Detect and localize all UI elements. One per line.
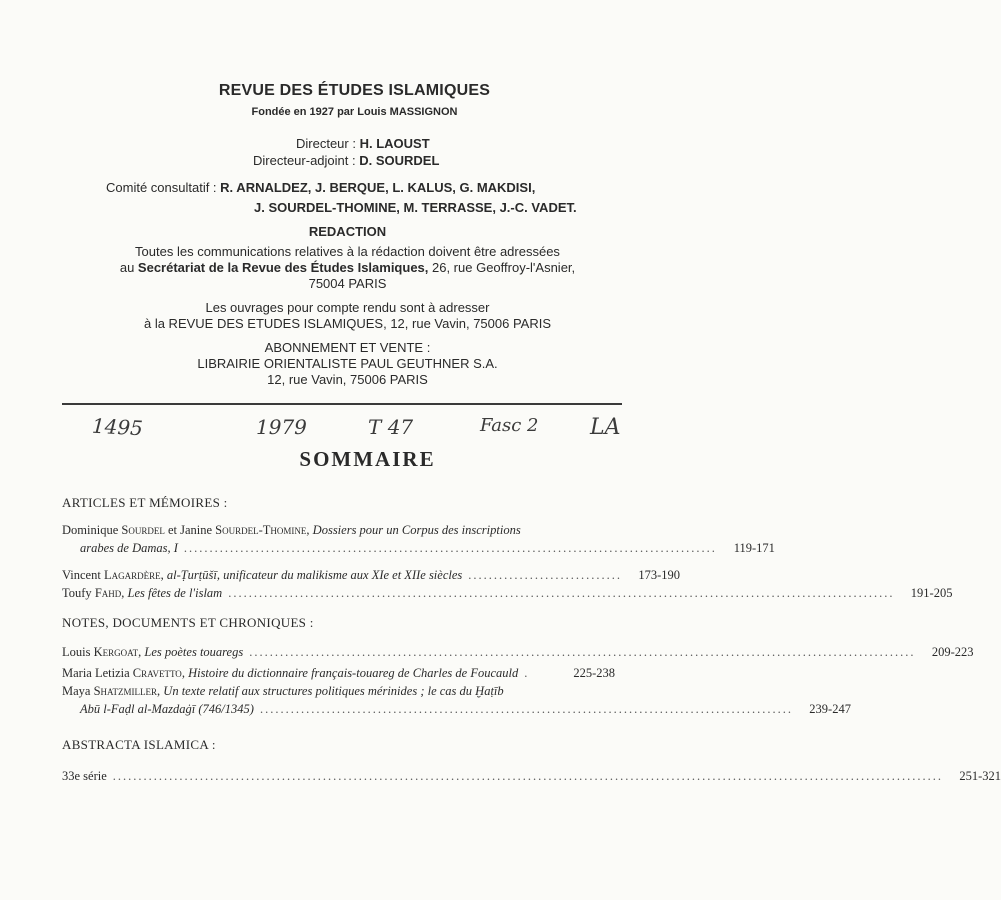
director-role: Directeur :	[296, 136, 356, 151]
author-surname: Lagardère	[103, 568, 161, 582]
page-range: 119-171	[733, 541, 775, 555]
committee-label: Comité consultatif :	[106, 180, 217, 195]
author-joiner: et Janine	[164, 523, 216, 537]
redaction-address: 26, rue Geoffroy-l'Asnier,	[428, 260, 576, 275]
toc-entry	[62, 584, 953, 602]
reviews-block	[0, 300, 695, 332]
dot-leader: ..................................................................................................................................	[249, 645, 916, 659]
author-first-name: Louis	[62, 645, 94, 659]
article-title-cont: arabes de Damas, I	[80, 541, 178, 555]
toc-entry	[62, 566, 681, 584]
subscription-address: 12, rue Vavin, 75006 PARIS	[267, 372, 428, 387]
redaction-line3: 75004 PARIS	[308, 276, 387, 291]
article-title: Les poètes touaregs	[144, 645, 244, 659]
handwritten-note-year: 1979	[256, 415, 307, 439]
toc-entry	[62, 643, 974, 661]
toc-entry-line	[62, 584, 953, 602]
subscription-heading: ABONNEMENT ET VENTE :	[264, 340, 431, 355]
toc-entry-line	[62, 767, 1001, 785]
dot-leader: ..................................................................................................................................................................	[112, 769, 944, 783]
dot-leader: ........................................................................................................	[259, 702, 793, 716]
author-name: Louis Kergoat, Les poètes touaregs	[62, 645, 244, 659]
article-title: Les fêtes de l'islam	[127, 586, 223, 600]
journal-title: REVUE DES ÉTUDES ISLAMIQUES	[218, 82, 491, 99]
toc-entry-line	[62, 664, 615, 682]
dot-leader: ..................................................................................................................................	[228, 586, 895, 600]
dot-leader: ..............................	[468, 568, 623, 582]
deputy-director-row	[253, 153, 439, 168]
author-name: Maria Letizia Cravetto, Histoire du dictionnaire français-touareg de Charles de Foucauld	[62, 666, 519, 680]
director-row	[296, 136, 430, 151]
toc-entry	[62, 664, 615, 682]
handwritten-note-fascicle: Fasc 2	[480, 415, 539, 436]
author-first-name: Maria Letizia	[62, 666, 133, 680]
section-articles-title: ARTICLES ET MÉMOIRES :	[62, 495, 228, 510]
author-surname: Sourdel	[121, 523, 165, 537]
subscription-publisher: LIBRAIRIE ORIENTALISTE PAUL GEUTHNER S.A.	[197, 356, 498, 371]
toc-entry-line2	[62, 539, 775, 557]
page-range: 191-205	[910, 586, 953, 600]
section-notes-title: NOTES, DOCUMENTS ET CHRONIQUES :	[62, 615, 314, 630]
handwritten-note-tome: T 47	[368, 415, 414, 439]
dot-leader: ........................................................................................................	[183, 541, 717, 555]
toc-entry-line1: Maya Shatzmiller, Un texte relatif aux structures politiques mérinides ; le cas du Ḫaṭīb	[62, 684, 504, 698]
article-title: Un texte relatif aux structures politiques mérinides ; le cas du Ḫaṭīb	[163, 684, 504, 698]
reviews-line2: à la REVUE DES ETUDES ISLAMIQUES, 12, rue Vavin, 75006 PARIS	[143, 316, 552, 331]
toc-entry	[62, 767, 1001, 785]
sommaire-heading: SOMMAIRE	[299, 447, 436, 471]
reviews-line1: Les ouvrages pour compte rendu sont à adresser	[205, 300, 490, 315]
author-first-name: Vincent	[62, 568, 104, 582]
author-first-name: Maya	[62, 684, 94, 698]
series-label: 33e série	[62, 769, 107, 783]
advisory-committee	[106, 178, 577, 218]
author-surname: Kergoat	[93, 645, 139, 659]
author-surname: Fahd	[94, 586, 122, 600]
deputy-director-role: Directeur-adjoint :	[253, 153, 356, 168]
author-first-name: Toufy	[62, 586, 95, 600]
author-first-name: Dominique	[62, 523, 122, 537]
page-range: 209-223	[931, 645, 974, 659]
committee-members-line1: R. ARNALDEZ, J. BERQUE, L. KALUS, G. MAKDISI,	[220, 180, 536, 195]
horizontal-rule	[62, 403, 622, 405]
article-title: al-Ṭurṭūšī, unificateur du malikisme aux XIe et XIIe siècles	[166, 568, 463, 582]
toc-entry-line2	[62, 700, 851, 718]
committee-members-line2: J. SOURDEL-THOMINE, M. TERRASSE, J.-C. VADET.	[254, 200, 577, 215]
handwritten-note-initials: LA	[590, 415, 621, 440]
article-title: Dossiers pour un Corpus des inscriptions	[312, 523, 521, 537]
toc-entry	[62, 682, 851, 718]
redaction-secretariat: Secrétariat de la Revue des Études Islamiques,	[137, 260, 429, 275]
handwritten-note-number: 1495	[91, 413, 144, 441]
director-name: H. LAOUST	[359, 136, 430, 151]
author-surname: Cravetto	[132, 666, 182, 680]
founded-line: Fondée en 1927 par Louis MASSIGNON	[251, 106, 458, 118]
redaction-line1: Toutes les communications relatives à la rédaction doivent être adressées	[135, 244, 560, 259]
toc-entry-line	[62, 566, 681, 584]
subscription-block	[0, 340, 695, 388]
author-name: Vincent Lagardère, al-Ṭurṭūšī, unificateur du malikisme aux XIe et XIIe siècles	[62, 568, 463, 582]
author-name: Toufy Fahd, Les fêtes de l'islam	[62, 586, 223, 600]
page-range: 225-238	[573, 666, 615, 680]
article-title-cont: Abū l-Faḍl al-Mazdaġī (746/1345)	[80, 702, 254, 716]
dot-leader: .	[524, 666, 530, 680]
page-range: 239-247	[809, 702, 851, 716]
deputy-director-name: D. SOURDEL	[359, 153, 440, 168]
redaction-line2-prefix: au	[119, 260, 138, 275]
toc-entry-line	[62, 643, 974, 661]
redaction-block	[0, 224, 695, 292]
article-title: Histoire du dictionnaire français-touareg de Charles de Foucauld	[188, 666, 519, 680]
page-range: 251-321	[959, 769, 1001, 783]
redaction-line2	[0, 260, 695, 276]
section-abstracta-title: ABSTRACTA ISLAMICA :	[62, 737, 216, 752]
toc-entry-line1: Dominique Sourdel et Janine Sourdel-Thomine, Dossiers pour un Corpus des inscriptions	[62, 523, 521, 537]
author-surname-2: Sourdel-Thomine	[215, 523, 307, 537]
redaction-heading: REDACTION	[308, 224, 387, 239]
page-range: 173-190	[638, 568, 681, 582]
toc-entry	[62, 521, 775, 557]
author-surname: Shatzmiller	[93, 684, 158, 698]
